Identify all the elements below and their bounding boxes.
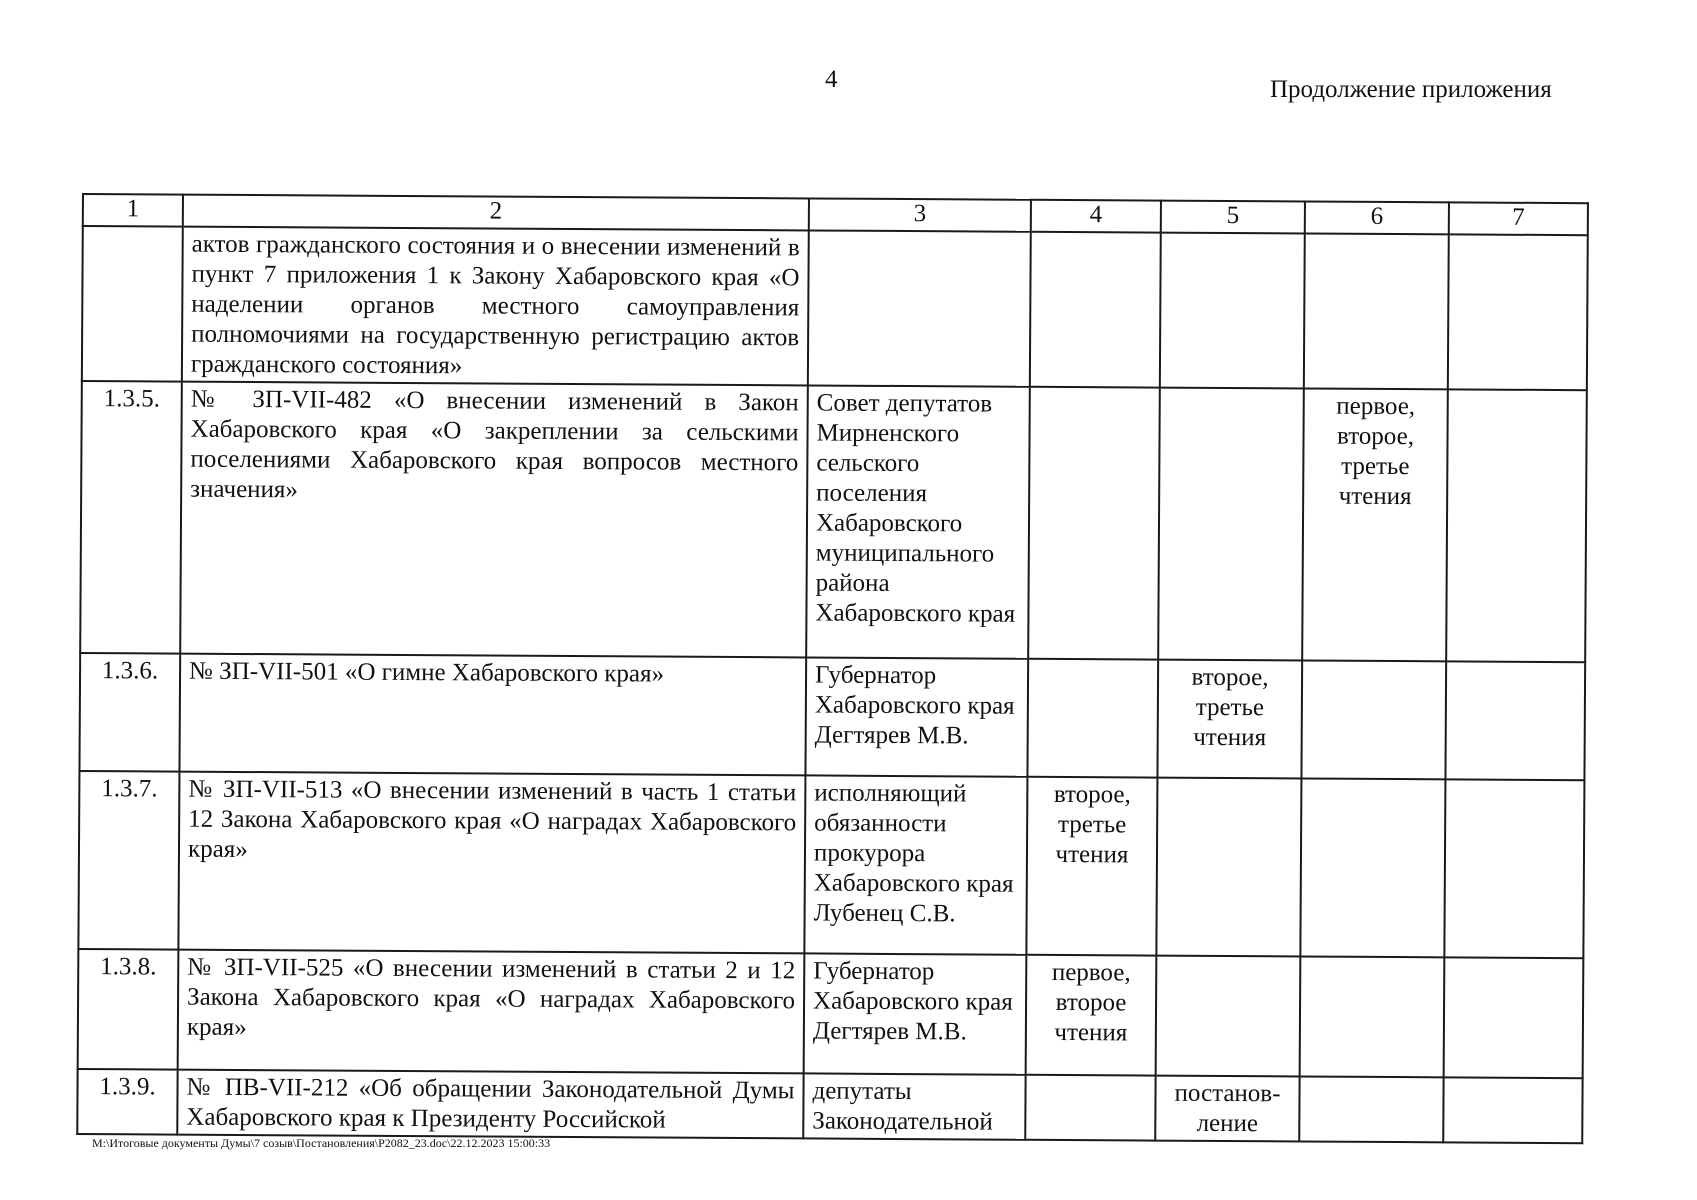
footer-file-path: M:\Итоговые документы Думы\7 созыв\Постановления\P2082_23.doc\22.12.2023 15:00:33 [92,1136,551,1150]
table-row [82,226,1588,390]
row-initiator: Совет депутатов Мирненского сельского поселения Хабаровского муниципального района Хабаровского края [806,385,1030,658]
row-initiator: Губернатор Хабаровского края Дегтярев М.В. [804,953,1027,1074]
header-cell-7: 7 [1449,202,1588,235]
table-row [78,771,1584,958]
row-col6: первое, второе, третье чтения [1302,388,1448,661]
row-initiator: исполняющий обязанности прокурора Хабаровского края Лубенец С.В. [804,775,1027,954]
row-title: актов гражданского состояния и о внесении изменений в пункт 7 приложения 1 к Закону Хабаровского края «О наделении органов местного самоуправления полномочиями на государственную регистрацию актов гражданского состояния» [182,227,809,386]
table-row [78,949,1584,1078]
row-initiator: депутаты Законодательной [803,1073,1025,1139]
row-number: 1.3.5. [80,381,182,654]
row-initiator [808,230,1031,386]
row-number: 1.3.6. [79,653,180,772]
row-col6 [1299,1076,1443,1142]
row-col4 [1028,387,1160,660]
appendix-continuation-note: Продолжение приложения [1270,76,1552,103]
row-col7 [1445,661,1585,780]
row-title: № ЗП-VII-482 «О внесении изменений в Закон Хабаровского края «О закреплении за сельскими поселениями Хабаровского края вопросов местного значения» [180,382,808,658]
table-row [80,381,1587,662]
row-col5: второе, третье чтения [1157,660,1302,779]
header-cell-6: 6 [1305,201,1449,234]
header-cell-4: 4 [1031,200,1161,233]
table-row [79,653,1585,780]
row-title: № ЗП-VII-513 «О внесении изменений в часть 1 статьи 12 Закона Хабаровского края «О наградах Хабаровского края» [178,772,805,954]
row-col7 [1444,779,1584,958]
legislation-table [76,193,1589,1144]
row-col5 [1156,956,1301,1077]
row-col6 [1300,778,1445,957]
row-number: 1.3.7. [78,771,179,950]
row-title: № ПВ-VII-212 «Об обращении Законодательной Думы Хабаровского края к Президенту Российской [177,1070,803,1139]
header-cell-1: 1 [83,194,183,227]
row-col5: постанов-ление [1155,1076,1299,1142]
row-col5 [1160,233,1305,389]
row-number [82,226,183,382]
row-title: № ЗП-VII-501 «О гимне Хабаровского края» [179,654,806,776]
row-col4 [1027,659,1158,778]
table-row [77,1069,1582,1143]
row-col7 [1443,1077,1582,1143]
row-col6 [1304,233,1449,389]
row-initiator: Губернатор Хабаровского края Дегтярев М.В. [805,657,1028,776]
row-number: 1.3.8. [78,949,179,1070]
row-title: № ЗП-VII-525 «О внесении изменений в статьи 2 и 12 Закона Хабаровского края «О наградах Хабаровского края» [178,950,805,1074]
row-col5 [1156,778,1301,957]
header-cell-5: 5 [1161,201,1305,234]
page-number: 4 [825,66,838,93]
row-col5 [1158,388,1304,661]
row-col4: второе, третье чтения [1026,777,1157,956]
row-col7 [1444,957,1584,1078]
row-col6 [1301,660,1446,779]
row-col7 [1446,389,1587,662]
header-cell-2: 2 [183,195,809,231]
row-number: 1.3.9. [77,1069,177,1135]
row-col4: первое, второе чтения [1026,955,1157,1076]
row-col4 [1030,232,1161,388]
row-col4 [1025,1075,1155,1141]
row-col7 [1448,234,1588,390]
row-col6 [1300,956,1445,1077]
header-cell-3: 3 [809,198,1031,231]
